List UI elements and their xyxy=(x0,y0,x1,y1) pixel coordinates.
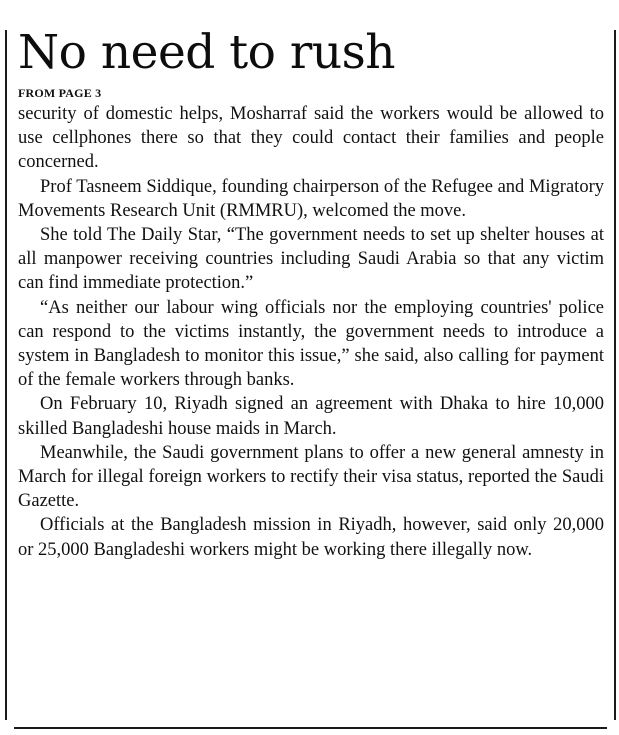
paragraph: security of domestic helps, Mosharraf said the workers would be allowed to use cellphones there so that they could contact their families and people concerned. xyxy=(18,104,604,173)
news-article xyxy=(18,20,604,562)
paragraph: Prof Tasneem Siddique, founding chairperson of the Refugee and Migratory Movements Research Unit (RMMRU), welcomed the move. xyxy=(18,176,604,221)
left-column-rule xyxy=(5,30,7,720)
paragraph: “As neither our labour wing officials nor the employing countries' police can respond to the victims instantly, the government needs to introduce a system in Bangladesh to monitor this issue,” she said, also calling for payment of the female workers through banks. xyxy=(18,297,604,391)
jump-line: FROM PAGE 3 xyxy=(18,86,102,100)
bottom-column-rule xyxy=(14,727,607,729)
paragraph: Officials at the Bangladesh mission in Riyadh, however, said only 20,000 or 25,000 Bangladeshi workers might be working there illegally now. xyxy=(18,515,604,560)
headline: No need to rush xyxy=(18,25,396,80)
right-column-rule xyxy=(614,30,616,720)
paragraph: Meanwhile, the Saudi government plans to offer a new general amnesty in March for illegal foreign workers to rectify their visa status, reported the Saudi Gazette. xyxy=(18,442,604,512)
paragraph: On February 10, Riyadh signed an agreement with Dhaka to hire 10,000 skilled Bangladeshi house maids in March. xyxy=(18,394,604,439)
article-body xyxy=(18,102,604,562)
paragraph: She told The Daily Star, “The government needs to set up shelter houses at all manpower receiving countries including Saudi Arabia so that any victim can find immediate protection.” xyxy=(18,225,604,294)
